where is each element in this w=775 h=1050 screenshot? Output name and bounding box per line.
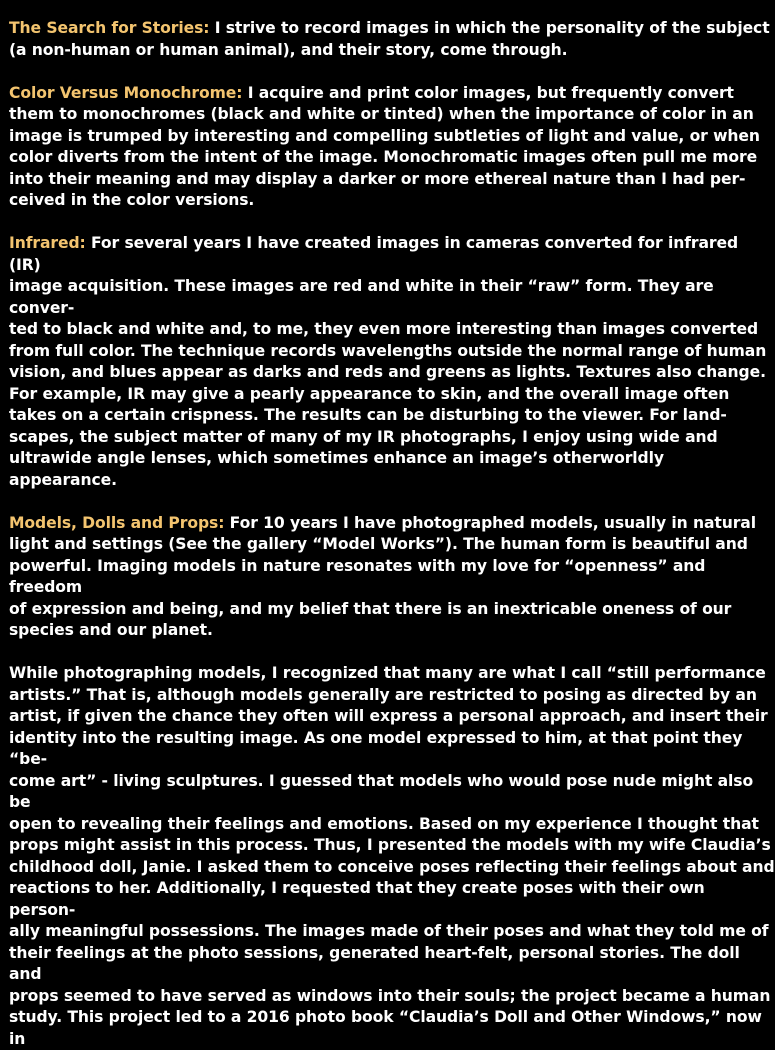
section-color-versus-monochrome bbox=[9, 83, 775, 212]
section-body: I acquire and print color images, but frequently convert them to monochromes (black and white or tinted) when the importance of color in an image is trumped by interesting and compelling subtleties of light and value, or when color diverts from the intent of the image. Monochromatic images often pull me more into their meaning and may display a darker or more ethereal nature than I had per- ceived in the color versions. bbox=[9, 83, 760, 209]
section-body: While photographing models, I recognized that many are what I call “still performance artists.” That is, although models generally are restricted to posing as directed by an artist, if given the chance they often will express a personal approach, and insert their identity into the resulting image. As one model expressed to him, at that point they “be- come art” - living sculptures. I guessed that models who would pose nude might also be open to revealing their feelings and emotions. Based on my experience I thought that props might assist in this process. Thus, I presented the models with my wife Claudia’s childhood doll, Janie. I asked them to conceive poses reflecting their feelings about and reactions to her. Additionally, I requested that they create poses with their own person- ally meaningful possessions. The images made of their poses and what they told me of their feelings at the photo sessions, generated heart-felt, personal stories. The doll and props seemed to have served as windows into their souls; the project became a human study. This project led to a 2016 photo book “Claudia’s Doll and Other Windows,” now in bbox=[9, 664, 775, 1048]
section-still-performance-artists bbox=[9, 663, 775, 1050]
section-body: For 10 years I have photographed models, usually in natural light and settings (See the gallery “Model Works”). The human form is beautiful and powerful. Imaging models in nature resonates with my love for “openness” and freedom of expression and being, and my belief that there is an inextricable oneness of our species and our planet. bbox=[9, 513, 756, 639]
section-heading: Infrared: bbox=[9, 234, 86, 252]
section-body: For several years I have created images in cameras converted for infrared (IR) image acquisition. These images are red and white in their “raw” form. They are conver- ted to black and white and, to me, they even more interesting than images converted from full color. The technique records wavelengths outside the normal range of human vision, and blues appear as darks and reds and greens as lights. Textures also change. For example, IR may give a pearly appearance to skin, and the overall image often takes on a certain crispness. The results can be disturbing to the viewer. For land- scapes, the subject matter of many of my IR photographs, I enjoy using wide and ultrawide angle lenses, which sometimes enhance an image’s otherworldly appearance. bbox=[9, 234, 767, 489]
section-models-dolls-props bbox=[9, 513, 775, 642]
section-body: I strive to record images in which the personality of the subject (a non-human or human animal), and their story, come through. bbox=[9, 19, 770, 59]
section-heading: The Search for Stories: bbox=[9, 19, 210, 37]
section-heading: Models, Dolls and Props: bbox=[9, 513, 225, 532]
section-infrared bbox=[9, 233, 775, 491]
section-heading: Color Versus Monochrome: bbox=[9, 83, 243, 102]
section-search-for-stories bbox=[9, 18, 775, 61]
